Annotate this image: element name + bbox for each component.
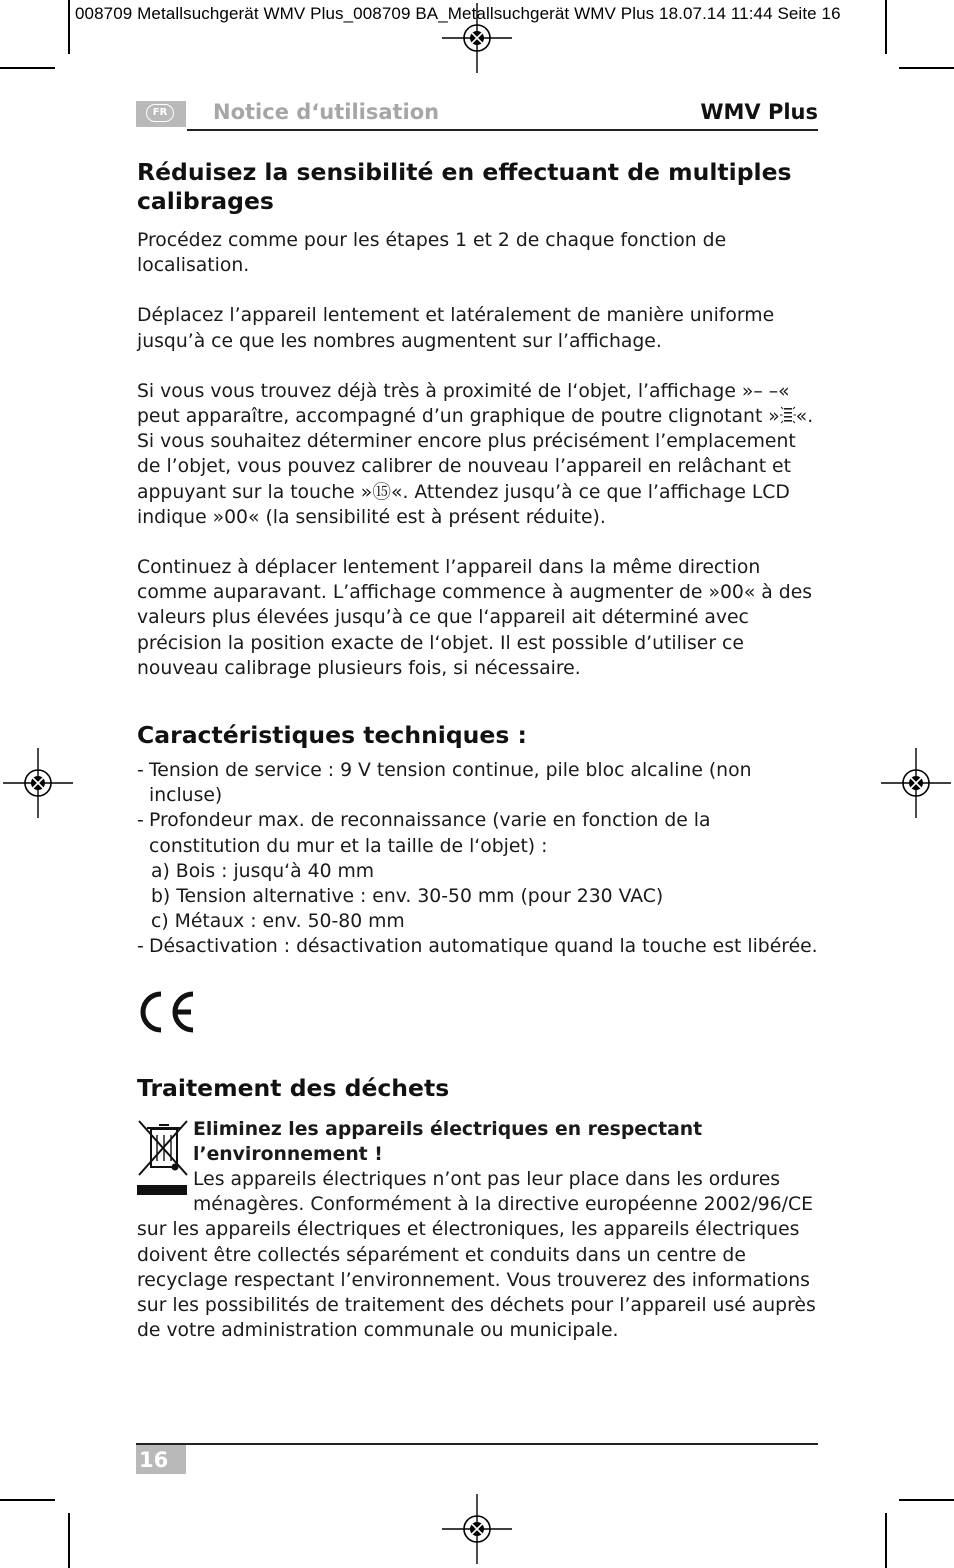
specifications-list [137, 758, 819, 960]
paragraph-part: «. Si vous souhaitez déterminer encore plus précisément l’emplacement de l’objet, vous pouvez calibrer de nouveau l’appareil en relâchant et appuyant sur la touche »⑮«. Attendez jusqu’à ce que l’affichage LCD indique »00« (la sensibilité est à présent réduite). [137, 406, 814, 528]
paragraph: Procédez comme pour les étapes 1 et 2 de chaque fonction de localisation. [137, 230, 727, 277]
spec-subitem: b) Tension alternative : env. 30-50 mm (pour 230 VAC) [151, 886, 664, 908]
registration-mark-bottom-icon [442, 1494, 512, 1564]
crop-mark [899, 67, 954, 69]
crop-mark [0, 1499, 55, 1501]
crop-mark [68, 0, 70, 54]
registration-mark-right-icon [881, 748, 951, 818]
crop-mark [885, 1513, 887, 1568]
crossed-out-wheelie-bin-icon [137, 1119, 189, 1197]
running-header [136, 98, 818, 130]
ce-mark-icon [137, 990, 197, 1034]
spec-subitem: a) Bois : jusqu‘à 40 mm [151, 860, 375, 882]
disposal-lead: Eliminez les appareils électriques en respectant l’environnement ! [193, 1118, 703, 1165]
spec-item: - Désactivation : désactivation automatique quand la touche est libérée. [137, 934, 819, 959]
section-title-calibration: Réduisez la sensibilité en effectuant de multiples calibrages [137, 158, 792, 215]
section-title-specifications: Caractéristiques techniques : [137, 721, 527, 750]
page-content [137, 158, 819, 1344]
registration-mark-top-icon [442, 3, 512, 73]
language-code: FR [146, 104, 174, 122]
crop-mark [885, 0, 887, 54]
crop-mark [68, 1513, 70, 1568]
print-slug-line: 008709 Metallsuchgerät WMV Plus_008709 BA_Metallsuchgerät WMV Plus 18.07.14 11:44 Seite 16 [75, 4, 841, 23]
paragraph-part: Si vous vous trouvez déjà très à proximité de l‘objet, l’affichage »– –« peut apparaître, accompagné d’un graphique de poutre clignotant » [137, 380, 790, 428]
paragraph: Déplacez l’appareil lentement et latéralement de manière uniforme jusqu’à ce que les nombres augmentent sur l’affichage. [137, 305, 775, 352]
spec-item: - Tension de service : 9 V tension continue, pile bloc alcaline (non incluse) [137, 758, 819, 808]
registration-mark-left-icon [3, 748, 73, 818]
disposal-body: Les appareils électriques n’ont pas leur place dans les ordures ménagères. Conformément à la directive européenne 2002/96/CE sur les appareils électriques et électroniques, les appareils électriques doivent être collectés séparément et conduits dans un centre de recyclage respectant l’environnement. Vous trouverez des informations sur les possibilités de traitement des déchets pour l’appareil usé auprès de votre administration communale ou municipale. [137, 1169, 816, 1342]
model-name: WMV Plus [700, 100, 818, 124]
paragraph: Continuez à déplacer lentement l’appareil dans la même direction comme auparavant. L’affichage commence à augmenter de »00« à des valeurs plus élevées jusqu’à ce que l‘appareil ait déterminé avec précision la position exacte de l‘objet. Il est possible d’utiliser ce nouveau calibrage plusieurs fois, si nécessaire. [137, 557, 813, 679]
disposal-notice [137, 1117, 819, 1344]
language-badge [136, 101, 186, 127]
crop-mark [0, 67, 55, 69]
spec-item: - Profondeur max. de reconnaissance (varie en fonction de la constitution du mur et la taille de l‘objet) : [137, 808, 819, 858]
header-rule [187, 129, 818, 131]
page-number: 16 [136, 1445, 186, 1474]
section-title-disposal: Traitement des déchets [137, 1073, 450, 1102]
crop-mark [899, 1499, 954, 1501]
blinking-bar-graph-icon [780, 406, 796, 424]
paragraph [137, 379, 819, 530]
spec-subitem: c) Métaux : env. 50-80 mm [151, 911, 405, 933]
footer-rule [136, 1443, 818, 1445]
document-type-label: Notice d‘utilisation [213, 100, 440, 124]
